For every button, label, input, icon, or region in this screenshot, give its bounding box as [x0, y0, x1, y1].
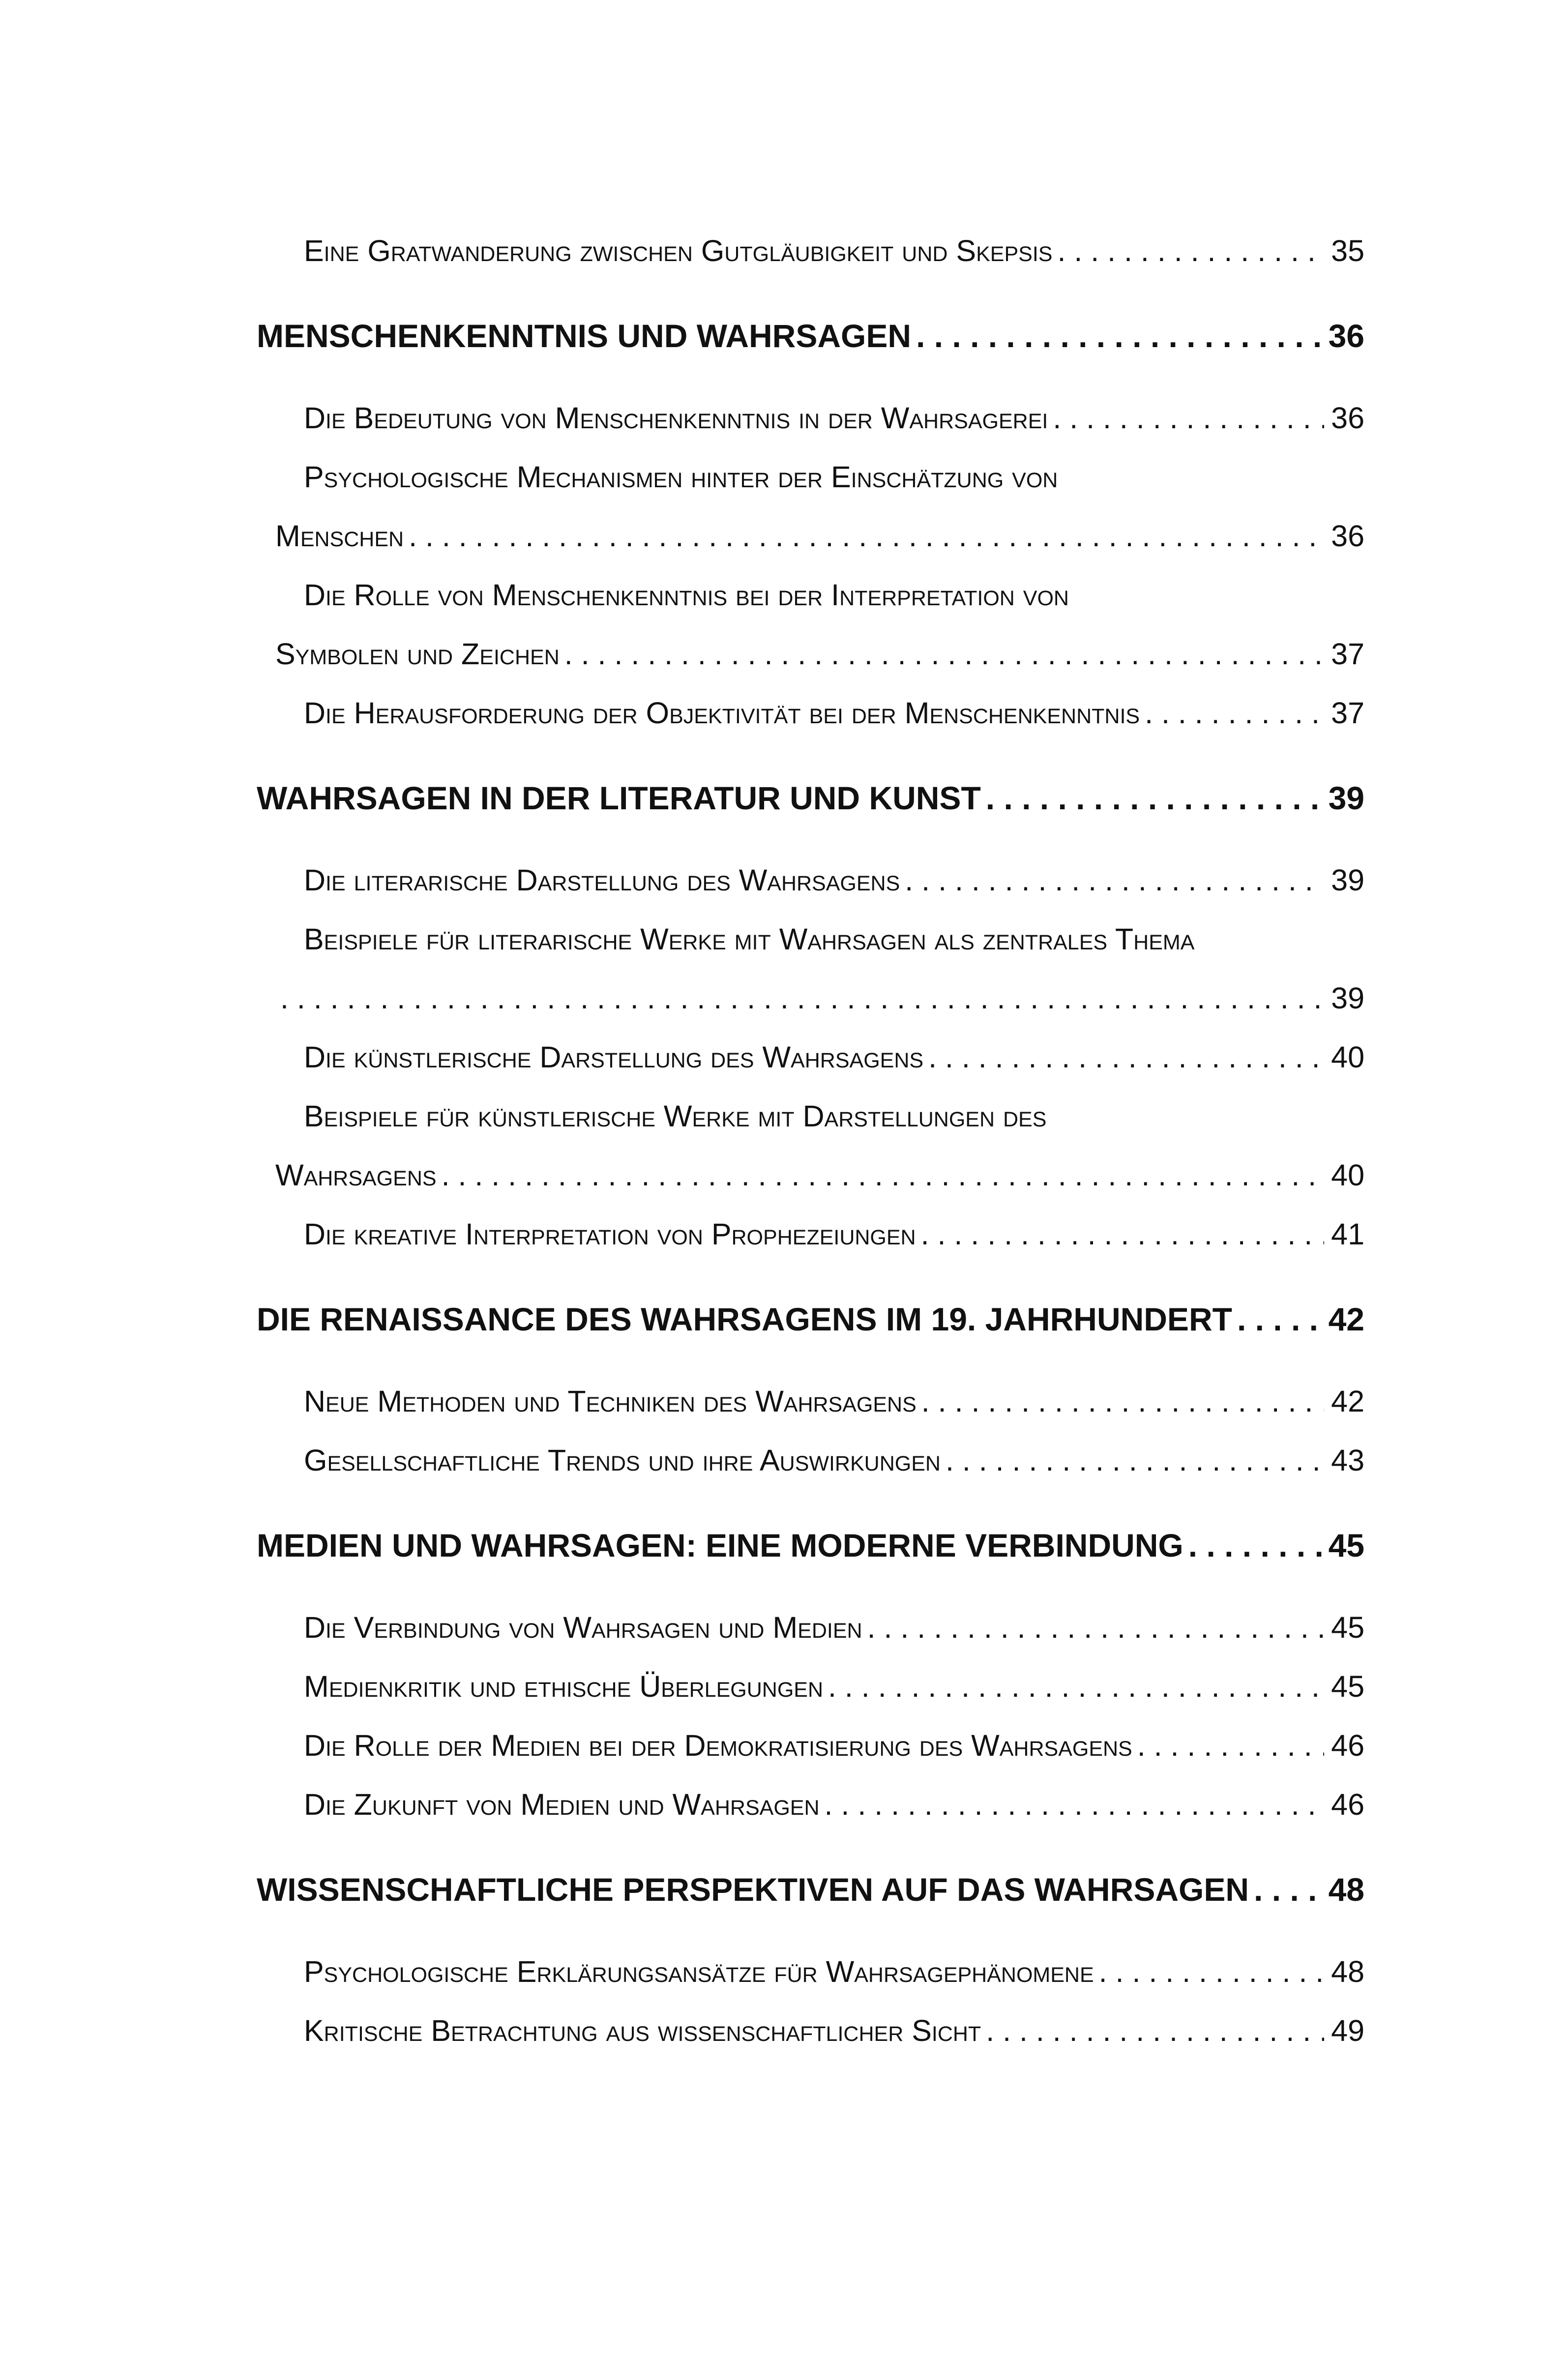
- dot-leader: [916, 317, 1322, 354]
- toc-entry-title: Menschen: [275, 519, 404, 553]
- toc-page-number: 40: [1331, 1158, 1364, 1192]
- toc-entry-title: Eine Gratwanderung zwischen Gutgläubigkeit und Skepsis: [304, 234, 1053, 267]
- toc-entry-title: WISSENSCHAFTLICHE PERSPEKTIVEN AUF DAS WAHRSAGEN: [257, 1871, 1249, 1908]
- dot-leader: [409, 519, 1324, 553]
- toc-page-number: 37: [1331, 696, 1364, 730]
- toc-entry-title: Gesellschaftliche Trends und ihre Auswirkungen: [304, 1444, 941, 1477]
- toc-page-number: 36: [1328, 318, 1364, 354]
- toc-page-number: 39: [1328, 780, 1364, 816]
- dot-leader: [905, 863, 1324, 897]
- dot-leader: [921, 1384, 1324, 1418]
- toc-page-number: 36: [1331, 519, 1364, 553]
- toc-entry[interactable]: [304, 1787, 1364, 1822]
- toc-entry-title: Psychologische Erklärungsansätze für Wahrsagephänomene: [304, 1955, 1094, 1988]
- toc-section-heading[interactable]: [257, 317, 1364, 354]
- toc-entry: [304, 578, 1364, 612]
- toc-entry[interactable]: [304, 2013, 1364, 2048]
- toc-page-number: 41: [1331, 1217, 1364, 1251]
- dot-leader: [1053, 401, 1324, 435]
- toc-entry[interactable]: [304, 1443, 1364, 1477]
- toc-page-number: 48: [1331, 1955, 1364, 1988]
- toc-entry[interactable]: [304, 1040, 1364, 1074]
- toc-entry-title: Die künstlerische Darstellung des Wahrsagens: [304, 1040, 924, 1074]
- toc-entry[interactable]: [275, 519, 1364, 553]
- toc-entry: [304, 460, 1364, 494]
- toc-entry-title: Die kreative Interpretation von Prophezeiungen: [304, 1217, 916, 1251]
- dot-leader: [828, 1669, 1324, 1704]
- toc-entry[interactable]: [275, 637, 1364, 671]
- toc-page-number: 37: [1331, 637, 1364, 671]
- toc-entry-title: Die Zukunft von Medien und Wahrsagen: [304, 1788, 820, 1821]
- toc-entry-title: MEDIEN UND WAHRSAGEN: EINE MODERNE VERBINDUNG: [257, 1527, 1183, 1564]
- toc-entry-title: Beispiele für literarische Werke mit Wahrsagen als zentrales Thema: [304, 922, 1195, 956]
- toc-entry: [304, 922, 1364, 956]
- toc-page-number: 36: [1331, 401, 1364, 435]
- dot-leader: [1254, 1871, 1322, 1908]
- toc-page-number: 45: [1331, 1611, 1364, 1644]
- toc-entry-title: DIE RENAISSANCE DES WAHRSAGENS IM 19. JAHRHUNDERT: [257, 1301, 1232, 1337]
- toc-entry-title: Medienkritik und ethische Überlegungen: [304, 1670, 824, 1703]
- toc-page-number: 46: [1331, 1788, 1364, 1821]
- toc-entry[interactable]: [275, 1158, 1364, 1192]
- dot-leader: [1137, 1728, 1324, 1763]
- toc-entry[interactable]: [304, 696, 1364, 730]
- toc-page-number: 45: [1328, 1527, 1364, 1564]
- dot-leader: [986, 2013, 1324, 2048]
- toc-page-number: 40: [1331, 1040, 1364, 1074]
- toc-entry[interactable]: [304, 401, 1364, 435]
- toc-entry-title: WAHRSAGEN IN DER LITERATUR UND KUNST: [257, 780, 981, 816]
- toc-page-number: 48: [1328, 1871, 1364, 1908]
- toc-entry-title: Die Rolle der Medien bei der Demokratisierung des Wahrsagens: [304, 1729, 1132, 1762]
- toc-entry-title: Kritische Betrachtung aus wissenschaftlicher Sicht: [304, 2014, 981, 2047]
- toc-entry: [304, 1099, 1364, 1133]
- toc-entry-title: Die Verbindung von Wahrsagen und Medien: [304, 1611, 862, 1644]
- dot-leader: [1237, 1300, 1322, 1338]
- toc-entry-title: MENSCHENKENNTNIS UND WAHRSAGEN: [257, 318, 912, 354]
- dot-leader: [825, 1787, 1325, 1822]
- toc-page-number: 35: [1331, 234, 1364, 267]
- dot-leader: [442, 1158, 1325, 1192]
- toc-entry[interactable]: [304, 863, 1364, 897]
- toc-page-number: 49: [1331, 2014, 1364, 2047]
- toc-entry[interactable]: [304, 1669, 1364, 1704]
- toc-entry-title: Die Bedeutung von Menschenkenntnis in der Wahrsagerei: [304, 401, 1048, 435]
- toc-page-number: 42: [1328, 1301, 1364, 1337]
- toc-entry[interactable]: [275, 981, 1364, 1015]
- toc-entry[interactable]: [304, 1954, 1364, 1989]
- dot-leader: [280, 981, 1324, 1015]
- toc-page-number: 39: [1331, 981, 1364, 1015]
- toc-entry-title: Die Herausforderung der Objektivität bei der Menschenkenntnis: [304, 696, 1140, 730]
- dot-leader: [928, 1040, 1324, 1074]
- dot-leader: [1188, 1527, 1322, 1564]
- dot-leader: [867, 1610, 1325, 1645]
- dot-leader: [946, 1443, 1324, 1477]
- dot-leader: [1145, 696, 1324, 730]
- toc-entry[interactable]: [304, 1728, 1364, 1763]
- toc-section-heading[interactable]: [257, 779, 1364, 817]
- toc-page-number: 46: [1331, 1729, 1364, 1762]
- toc-page-number: 42: [1331, 1385, 1364, 1418]
- toc-entry-title: Wahrsagens: [275, 1158, 437, 1192]
- toc-entry[interactable]: [304, 1217, 1364, 1251]
- toc-entry[interactable]: [304, 1384, 1364, 1418]
- toc-entry-title: Neue Methoden und Techniken des Wahrsagens: [304, 1385, 917, 1418]
- toc-page-number: 43: [1331, 1444, 1364, 1477]
- dot-leader: [1057, 234, 1324, 268]
- toc-page-number: 39: [1331, 863, 1364, 897]
- toc-entry[interactable]: [304, 1610, 1364, 1645]
- dot-leader: [921, 1217, 1325, 1251]
- toc-entry-title: Symbolen und Zeichen: [275, 637, 560, 671]
- dot-leader: [1099, 1954, 1324, 1989]
- dot-leader: [564, 637, 1324, 671]
- toc-entry-title: Beispiele für künstlerische Werke mit Darstellungen des: [304, 1099, 1047, 1133]
- toc-entry[interactable]: [304, 234, 1364, 268]
- toc-section-heading[interactable]: [257, 1527, 1364, 1564]
- toc-section-heading[interactable]: [257, 1871, 1364, 1908]
- toc-entry-title: Psychologische Mechanismen hinter der Einschätzung von: [304, 460, 1058, 494]
- dot-leader: [986, 779, 1322, 817]
- toc-entry-title: Die Rolle von Menschenkenntnis bei der Interpretation von: [304, 578, 1069, 612]
- toc-section-heading[interactable]: [257, 1300, 1364, 1338]
- toc-page-number: 45: [1331, 1670, 1364, 1703]
- toc-entry-title: Die literarische Darstellung des Wahrsagens: [304, 863, 900, 897]
